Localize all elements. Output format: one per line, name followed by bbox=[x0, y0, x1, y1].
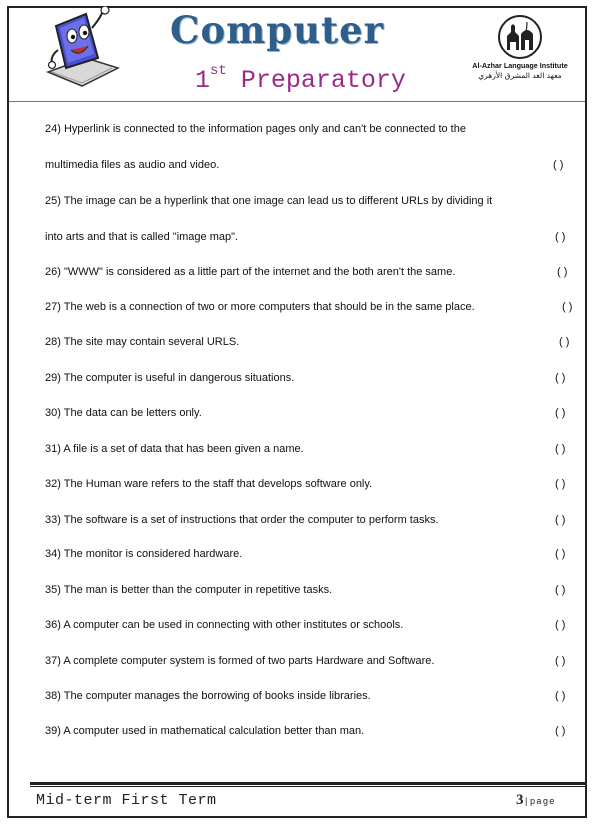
answer-brackets: ( ) bbox=[555, 514, 566, 526]
grade-subtitle bbox=[195, 62, 406, 95]
institute-name-ar: معهد الغد المشرق الأزهري bbox=[478, 71, 562, 80]
answer-brackets: ( ) bbox=[555, 725, 566, 737]
answer-brackets: ( ) bbox=[555, 231, 566, 243]
answer-brackets: ( ) bbox=[555, 619, 566, 631]
page-number-label bbox=[516, 792, 556, 809]
question-text: 29) The computer is useful in dangerous situations. bbox=[45, 372, 295, 384]
answer-brackets: ( ) bbox=[555, 443, 566, 455]
answer-brackets: ( ) bbox=[555, 478, 566, 490]
page-title: Computer bbox=[170, 8, 385, 52]
answer-brackets: ( ) bbox=[555, 372, 566, 384]
question-text: 24) Hyperlink is connected to the information pages only and can't be connected to the bbox=[45, 123, 466, 135]
footer-divider-thin bbox=[30, 786, 586, 787]
question-text: 32) The Human ware refers to the staff that develops software only. bbox=[45, 478, 373, 490]
question-text: 27) The web is a connection of two or more computers that should be in the same place. bbox=[45, 301, 475, 313]
question-text: 33) The software is a set of instructions that order the computer to perform tasks. bbox=[45, 514, 439, 526]
institute-name-en: Al-Azhar Language Institute bbox=[472, 61, 568, 70]
answer-brackets: ( ) bbox=[555, 655, 566, 667]
page-number: 3 bbox=[516, 792, 524, 808]
answer-brackets: ( ) bbox=[555, 407, 566, 419]
question-text: 34) The monitor is considered hardware. bbox=[45, 548, 243, 560]
question-text: 39) A computer used in mathematical calculation better than man. bbox=[45, 725, 365, 737]
institute-logo-icon bbox=[497, 14, 543, 60]
page-word: |page bbox=[523, 797, 556, 807]
question-text: 38) The computer manages the borrowing of books inside libraries. bbox=[45, 690, 371, 702]
answer-brackets: ( ) bbox=[557, 266, 568, 278]
answer-brackets: ( ) bbox=[553, 159, 564, 171]
answer-brackets: ( ) bbox=[555, 548, 566, 560]
exam-term-label: Mid-term First Term bbox=[36, 792, 217, 809]
answer-brackets: ( ) bbox=[555, 584, 566, 596]
question-text: 36) A computer can be used in connecting with other institutes or schools. bbox=[45, 619, 404, 631]
answer-brackets: ( ) bbox=[562, 301, 573, 313]
question-text-continued: multimedia files as audio and video. bbox=[45, 159, 220, 171]
question-text: 37) A complete computer system is formed of two parts Hardware and Software. bbox=[45, 655, 435, 667]
answer-brackets: ( ) bbox=[555, 690, 566, 702]
question-text: 28) The site may contain several URLS. bbox=[45, 336, 240, 348]
question-text: 30) The data can be letters only. bbox=[45, 407, 202, 419]
grade-number: 1 bbox=[195, 66, 211, 95]
institute-logo bbox=[462, 14, 578, 98]
question-text: 31) A file is a set of data that has been given a name. bbox=[45, 443, 304, 455]
footer-divider bbox=[30, 782, 586, 785]
answer-brackets: ( ) bbox=[559, 336, 570, 348]
question-text-continued: into arts and that is called "image map". bbox=[45, 231, 239, 243]
grade-ordinal: st bbox=[210, 62, 227, 79]
grade-word: Preparatory bbox=[240, 66, 406, 95]
question-text: 25) The image can be a hyperlink that one image can lead us to different URLs by dividing it bbox=[45, 195, 493, 207]
laptop-mascot-icon bbox=[42, 6, 122, 88]
question-text: 26) "WWW" is considered as a little part of the internet and the both aren't the same. bbox=[45, 266, 456, 278]
header-divider bbox=[9, 101, 585, 102]
question-text: 35) The man is better than the computer in repetitive tasks. bbox=[45, 584, 333, 596]
page-header bbox=[0, 0, 609, 102]
